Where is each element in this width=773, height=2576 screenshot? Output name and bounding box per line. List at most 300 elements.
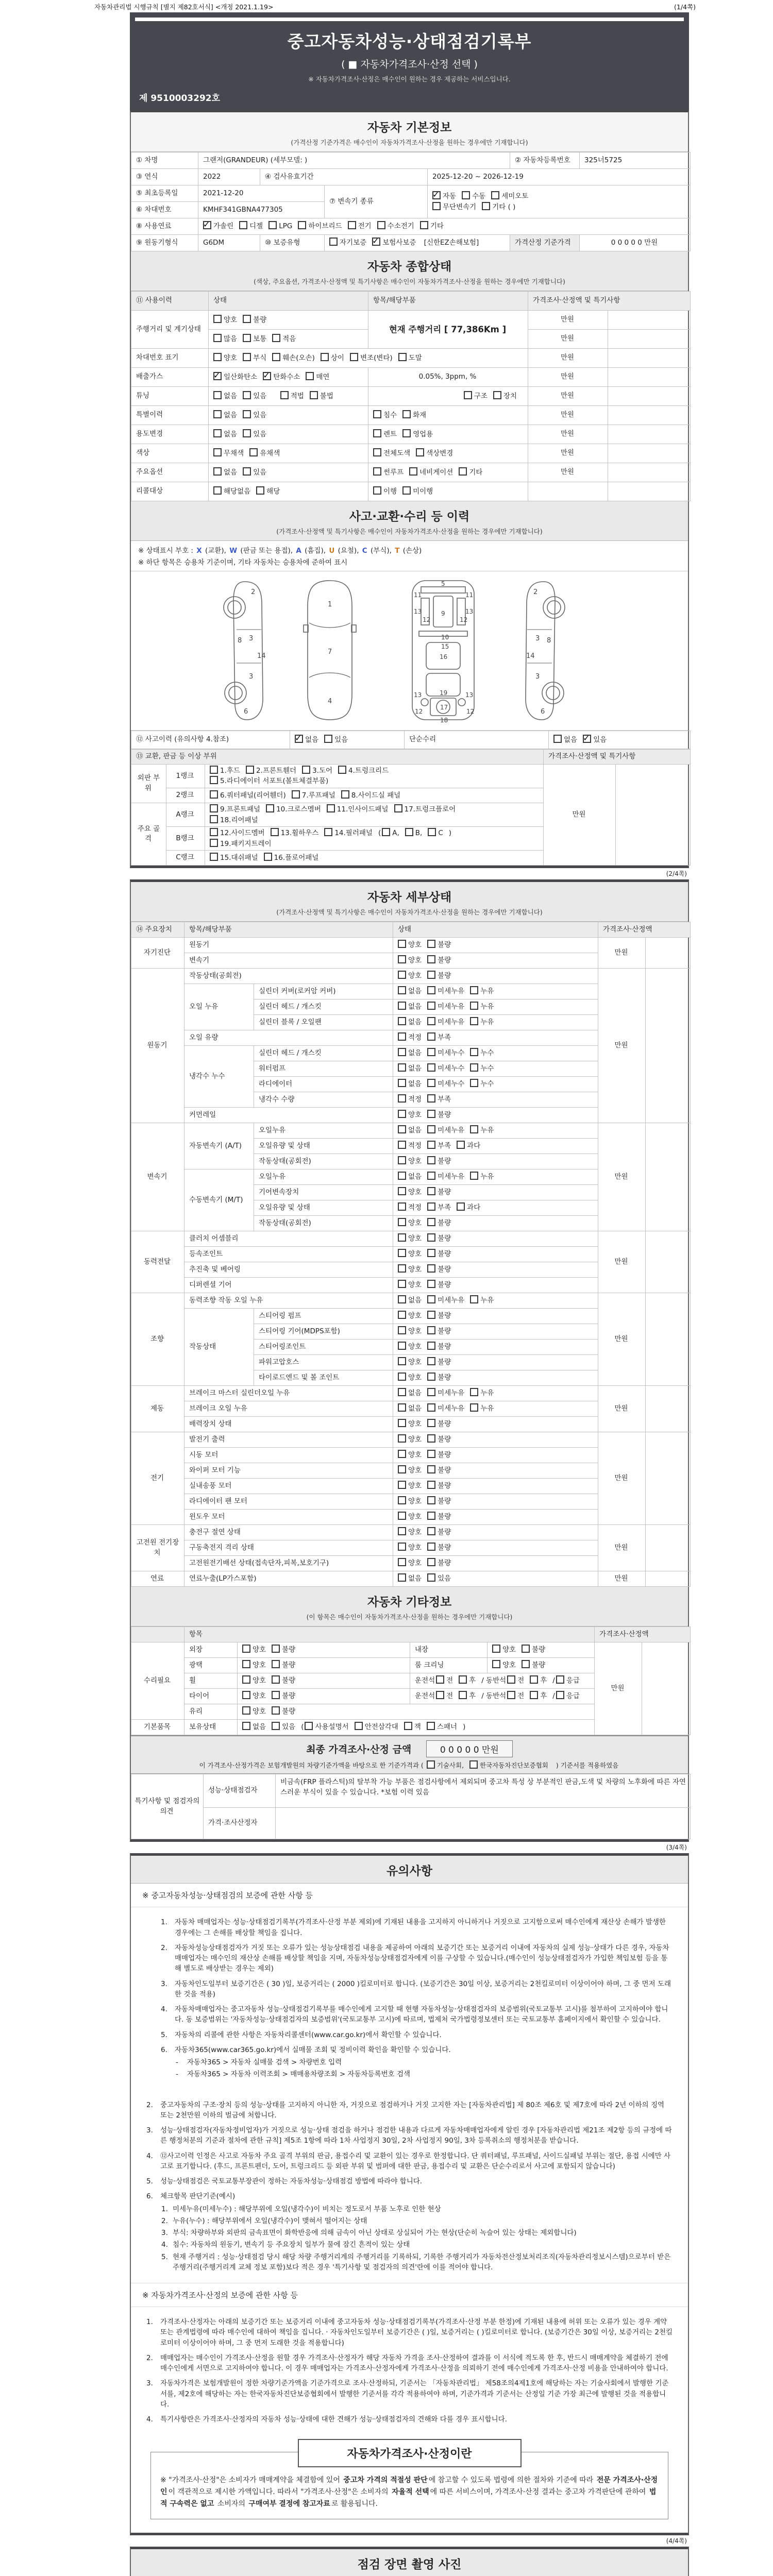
checkbox-icon — [203, 221, 211, 229]
form-cell: 12.사이드멤버 13.휠하우스 14.필러패널 ( A, B, C ) 19.패키지트레이 — [205, 827, 544, 851]
checkbox-icon — [302, 766, 310, 774]
checkbox-icon — [272, 1722, 280, 1730]
form-cell: ④ 검사유효기간 — [260, 169, 428, 185]
page-top-note — [0, 0, 773, 12]
checkbox-icon — [272, 334, 280, 342]
form-cell: 클러치 어셈블리 — [184, 1231, 393, 1247]
checkbox-icon — [507, 1691, 515, 1699]
overall-state-note: (색상, 주요옵션, 가격조사·산정액 및 특기사항은 매수인이 자동차가격조사·산정을 원하는 경우에만 기재합니다) — [254, 278, 565, 285]
form-cell: 실린더 헤드 / 개스킷 — [254, 999, 393, 1015]
form-cell: 1.후드 2.프론트휀더 3.도어 4.트렁크리드 5.라디에이터 서포트(볼트체결부품) — [205, 764, 544, 788]
form-cell: 만원 — [598, 1525, 646, 1571]
svg-text:2: 2 — [533, 588, 537, 596]
final-price-label: 최종 가격조사·산정 금액 — [306, 1744, 412, 1756]
form-cell — [642, 1642, 691, 1735]
checkbox-icon — [470, 986, 478, 994]
checkbox-icon — [398, 1187, 406, 1195]
form-cell: 워터펌프 — [254, 1061, 393, 1077]
form-cell: 스티어링조인트 — [254, 1340, 393, 1355]
notice-item: 1. 가격조사·산정자는 아래의 보증기간 또는 보증거리 이내에 중고자동차 성능·상태점검기록부(가격조사·산정 부분 한정)에 기재된 내용에 허위 또는 오류가 있는 경우 계약 또는 관계법령에 따라 매수인에 대하여 책임을 집니다. · 자동차인도일부터 보증기간은 ( )일, 보증거리는 ( )킬로미터로 합니다. (보증기간은 30일 이상, 보증거리는 2천킬로미터 이상이어야 하며, 그 중 먼저 도래한 것을 적용합니다) — [146, 2318, 673, 2347]
accident-summary-row — [131, 731, 688, 749]
checkbox-icon — [242, 1706, 250, 1715]
checkbox-icon — [428, 828, 436, 836]
checkbox-icon — [427, 1125, 435, 1133]
checkbox-icon — [427, 1295, 435, 1303]
checkbox-icon — [416, 448, 424, 456]
checkbox-icon — [321, 353, 329, 361]
form-cell: ⑩ 보증유형 — [260, 235, 325, 251]
checkbox-icon — [470, 1295, 478, 1303]
checkbox-icon — [305, 1722, 313, 1730]
checkbox-icon — [427, 1512, 435, 1520]
checkbox-icon — [348, 221, 356, 229]
checkbox-icon — [243, 391, 251, 399]
basic-info-note: (가격산정 기준가격은 매수인이 자동차가격조사·산정을 원하는 경우에만 기재합니다) — [291, 139, 528, 146]
checkbox-icon — [427, 1218, 435, 1226]
checkbox-icon — [482, 202, 490, 210]
form-cell: 2021-12-20 — [198, 185, 325, 202]
svg-text:3: 3 — [535, 672, 540, 681]
checkbox-icon — [553, 735, 562, 743]
form-cell: 추진축 및 베어링 — [184, 1262, 393, 1278]
checkbox-icon — [398, 1481, 406, 1489]
checkbox-icon — [556, 1675, 564, 1684]
checkbox-icon — [470, 1172, 478, 1180]
form-cell: 없음 미세누유 누유 — [393, 984, 598, 999]
form-cell: 연료 — [131, 1571, 184, 1587]
checkbox-icon — [242, 1645, 250, 1653]
form-cell: 만원 — [528, 463, 608, 482]
form-cell: 만원 — [528, 368, 608, 387]
form-cell: 라디에이터 — [254, 1077, 393, 1092]
form-cell — [608, 387, 691, 406]
svg-text:8: 8 — [237, 636, 242, 645]
form-cell: B랭크 — [166, 827, 205, 851]
page1-box — [130, 110, 689, 868]
checkbox-icon — [427, 1543, 435, 1551]
checkbox-icon — [398, 1465, 406, 1473]
checkbox-icon — [404, 1722, 412, 1730]
form-cell — [608, 482, 691, 501]
checkbox-icon — [427, 1388, 435, 1396]
checkbox-icon — [398, 1141, 406, 1149]
form-cell: 없음 미세누유 누유 — [393, 1293, 598, 1309]
form-cell: 양호 불량 — [393, 969, 598, 984]
notice-item: 6. 자동차365(www.car365.go.kr)에서 실매물 조회 및 정비이력 확인을 확인할 수 있습니다. - 자동차365 > 자동차 실매물 검색 > 차량번호 입력 - 자동차365 > 자동차 이력조회 > 매매용차량조회 > 자동차등록번호 검색 — [161, 2045, 451, 2079]
form-cell: 없음 미세누유 누유 — [393, 1123, 598, 1139]
form-cell: 자기진단 — [131, 938, 184, 969]
checkbox-icon — [398, 1434, 406, 1443]
checkbox-icon — [470, 1388, 478, 1396]
checkbox-icon — [470, 1079, 478, 1087]
svg-text:3: 3 — [248, 672, 253, 681]
form-cell: 오일 누유 — [184, 984, 254, 1030]
svg-text:12: 12 — [459, 616, 467, 623]
checkbox-icon — [377, 221, 385, 229]
checkbox-icon — [242, 1691, 250, 1699]
svg-text:16: 16 — [439, 653, 447, 660]
form-cell — [646, 1525, 691, 1571]
form-cell: ⑥ 차대번호 — [131, 202, 198, 218]
form-cell: 원동기 — [131, 969, 184, 1123]
checkbox-icon — [398, 1558, 406, 1566]
checkbox-icon — [398, 1512, 406, 1520]
checkbox-icon — [272, 1675, 280, 1684]
checkbox-icon — [405, 828, 413, 836]
svg-text:8: 8 — [546, 636, 551, 645]
checkbox-icon — [398, 1264, 406, 1273]
final-price-note: 이 가격조사·산정가격은 보험개발원의 차량기준가액을 바탕으로 한 기준가격과 ( 기술사회, 한국자동차진단보증협회 ) 기준서를 적용하였음 — [199, 1761, 619, 1770]
form-cell: 없음 미세누유 누유 — [393, 999, 598, 1015]
form-cell: 양호 불량 — [393, 953, 598, 969]
svg-text:6: 6 — [243, 707, 248, 716]
checkbox-icon — [470, 1403, 478, 1412]
checkbox-icon — [210, 766, 218, 774]
checkbox-icon — [427, 1172, 435, 1180]
svg-text:13: 13 — [465, 607, 473, 615]
checkbox-icon — [355, 1722, 363, 1730]
form-cell: 타이어 — [184, 1689, 238, 1704]
checkbox-icon — [398, 1372, 406, 1381]
checkbox-icon — [306, 372, 314, 380]
form-cell: 동력조향 작동 오일 누유 — [184, 1293, 393, 1309]
document-header — [130, 12, 689, 110]
form-cell: 고전원 전기장치 — [131, 1525, 184, 1571]
svg-text:6: 6 — [540, 707, 545, 716]
form-cell: 내장 — [410, 1642, 488, 1658]
checkbox-icon — [398, 1017, 406, 1025]
checkbox-icon — [398, 955, 406, 963]
form-cell: 특기사항 및 점검자의 의견 — [131, 1774, 204, 1839]
form-cell: 운전석 전 후 / 동반석 전 후 / 응급 — [410, 1673, 595, 1689]
accident-history-band — [131, 501, 688, 541]
basic-info-title: 자동차 기본정보 — [367, 121, 452, 134]
form-cell: 양호 불량 — [393, 1479, 598, 1494]
checkbox-icon — [470, 1017, 478, 1025]
notice-item: 3. 자동차가격은 보험개발원이 정한 차량기준가액을 기준가격으로 조사·산정하되, 기준서는 「자동차관리법」 제58조의4제1호에 해당하는 자는 기술사회에서 발행한 기준서를, 제2호에 해당하는 자는 한국자동차진단보증협회에서 발행한 기준서를 각각 적용하여야 하며, 기준가격과 기준서는 산정일 기준 가장 최근에 발행된 것을 적용합니다. — [146, 2379, 669, 2409]
form-cell: 양호 불량 — [393, 1324, 598, 1340]
notice-item: 4. ⑫사고이력 인정은 사고로 자동차 주요 골격 부위의 판금, 용접수리 및 교환이 있는 경우로 한정합니다. 단 쿼터패널, 루프패널, 사이드실패널 부위는 절단, 용접 시에만 사고로 표기합니다. (후드, 프론트펜더, 도어, 트렁크리드 등 외판 부위 및 범퍼에 대한 판금, 용접수리 및 교환은 단순수리로서 사고에 포함되지 않습니다) — [146, 2151, 671, 2171]
notice-item: 6. 체크항목 판단기준(예시) 1. 미세누유(미세누수) : 해당부위에 오일(냉각수)이 비치는 정도로서 부품 노후로 인한 현상 2. 누유(누수) : 해당부위에서 오일(냉각수)이 맺혀서 떨어지는 상태 3. 부식: 차량하부와 외판의 금속표면이 화학반응에 의해 금속이 아닌 상태로 상실되어 가는 현상(단순히 녹슬어 있는 상태는 제외합니다) 4. 침수: 자동차의 원동기, 변속기 등 주요장치 일부가 물에 잠긴 흔적이 있는 상태 5. 현재 주행거리 : 성능·상태점검 당시 해당 차량 주행거리계의 주행거리를 기록하되, 기록한 주행거리가 자동차전산정보처리조직(자동차관리정보시스템)으로부터 받은 주행거리(주행거리계 교체 정보 포함)보다 적은 경우 '특기사항 및 점검자의 의견'란에 이를 적어야 합니다. — [146, 2192, 671, 2272]
checkbox-icon — [459, 1675, 467, 1684]
form-cell: 양호 불량 — [238, 1689, 410, 1704]
checkbox-icon — [427, 1202, 435, 1211]
form-cell: 작동상태 — [184, 1309, 254, 1386]
checkbox-icon — [470, 1048, 478, 1056]
checkbox-icon — [373, 486, 381, 495]
form-cell: 원동기 — [184, 938, 393, 953]
form-cell: 양호 불량 — [238, 1673, 410, 1689]
form-cell: 자기보증 ✓ 보험사보증 [신한EZ손해보험] — [325, 235, 510, 251]
checkbox-icon — [210, 828, 218, 836]
checkbox-icon — [372, 238, 380, 246]
form-cell: 적정 부족 과다 — [393, 1139, 598, 1154]
form-cell: 양호 불량 — [393, 1370, 598, 1386]
checkbox-icon — [272, 353, 280, 361]
form-cell: 실린더 헤드 / 개스킷 — [254, 1046, 393, 1061]
svg-text:3: 3 — [248, 634, 253, 642]
form-cell: 수리필요 — [131, 1642, 184, 1720]
form-cell: 적정 부족 — [393, 1030, 598, 1046]
form-cell: 없음 있음 적법 불법 — [209, 387, 368, 406]
form-cell: 양호 부식 훼손(오손) 상이 변조(변타) 도말 — [209, 349, 528, 368]
form-cell: 양호 불량 — [393, 1432, 598, 1448]
document-number: 제 9510003292호 — [139, 93, 221, 104]
checkbox-icon — [402, 429, 411, 437]
form-cell: 양호 불량 — [393, 1262, 598, 1278]
checkbox-icon — [398, 1357, 406, 1365]
checkbox-icon — [427, 1141, 435, 1149]
svg-text:17: 17 — [440, 703, 448, 711]
form-cell: 없음 미세누수 누수 — [393, 1046, 598, 1061]
notices-subheader-1: ※ 중고자동차성능·상태점검의 보증에 관한 사항 등 — [131, 1884, 688, 1907]
notice-item: 4. 특기사항란은 가격조사·산정자의 자동차 성능·상태에 대한 견해가 성능·상태점검자의 견해와 다를 경우 표시합니다. — [146, 2415, 508, 2424]
form-cell: 브레이크 마스터 실린더오일 누유 — [184, 1386, 393, 1401]
form-cell: 구동축전지 격리 상태 — [184, 1540, 393, 1556]
checkbox-icon — [324, 828, 332, 836]
form-cell: KMHF341GBNA477305 — [198, 202, 325, 218]
form-cell: 커먼레일 — [184, 1108, 393, 1123]
form-cell: ✓자동 수동 세미오토 무단변속기 기타 ( ) — [428, 185, 691, 218]
checkbox-icon — [522, 1645, 530, 1653]
detail-state-table — [131, 922, 688, 1587]
notice-item: 3. 성능·상태점검자(자동차정비업자)가 거짓으로 성능·상태 점검을 하거나 점검한 내용과 다르게 자동차매매업자에게 알린 경우 [자동차관리법 제21조 제2항 등의 규정에 따른 행정처분의 기준과 절차에 관한 규칙] 제5조 1항에 따라 1차 사업정지 30일, 2차 사업정지 90일, 3차 등록취소의 행정처분을 받습니다. — [146, 2126, 672, 2145]
form-cell: 배력장치 상태 — [184, 1417, 393, 1432]
form-cell — [646, 1293, 691, 1386]
checkbox-icon — [256, 486, 264, 495]
form-cell: 냉각수 수량 — [254, 1092, 393, 1108]
form-cell: 디퍼렌셜 기어 — [184, 1278, 393, 1293]
checkbox-icon — [382, 828, 390, 836]
svg-text:2: 2 — [250, 588, 255, 596]
form-cell: 비금속(FRP 플라스틱)의 탈부착 가능 부품은 점검사항에서 제외되며 중고차 특성 상 부분적인 판금,도색 및 차량의 노후화에 따른 자연스러운 부식이 있을 수 있습니다. *보험 이력 있음 — [276, 1774, 691, 1808]
checkbox-icon — [427, 1311, 435, 1319]
form-cell: 침수 화재 — [368, 406, 528, 425]
checkbox-icon — [398, 1527, 406, 1535]
checkbox-icon — [398, 1342, 406, 1350]
checkbox-icon — [427, 1233, 435, 1242]
form-cell: 오일유량 및 상태 — [254, 1200, 393, 1216]
other-info-table — [131, 1626, 688, 1735]
checkbox-icon — [338, 766, 346, 774]
checkbox-icon — [427, 1280, 435, 1288]
checkbox-icon — [210, 815, 218, 823]
checkbox-icon — [464, 391, 472, 399]
form-cell — [608, 425, 691, 444]
form-cell: 실내송풍 모터 — [184, 1479, 393, 1494]
checkbox-icon — [492, 1660, 500, 1668]
checkbox-icon — [427, 971, 435, 979]
form-cell: 만원 — [528, 349, 608, 368]
checkbox-icon — [398, 1388, 406, 1396]
law-note: 자동차관리법 시행규칙 [별지 제82호서식] <개정 2021.1.19> — [94, 3, 274, 11]
form-cell: ⑤ 최초등록일 — [131, 185, 198, 202]
form-cell: 325너5725 — [580, 152, 691, 169]
checkbox-icon — [398, 1094, 406, 1103]
form-cell: ✓ 일산화탄소 ✓ 탄화수소 매연 — [209, 368, 368, 387]
checkbox-icon — [427, 1063, 435, 1072]
form-cell — [608, 368, 691, 387]
checkbox-icon — [492, 1645, 500, 1653]
checkbox-icon — [398, 1079, 406, 1087]
form-cell: 제동 — [131, 1386, 184, 1432]
checkbox-icon — [398, 1002, 406, 1010]
form-cell: 오일 유량 — [184, 1030, 393, 1046]
form-cell: 만원 — [598, 938, 646, 969]
form-cell: 스티어링 기어(MDPS포함) — [254, 1324, 393, 1340]
checkbox-icon — [427, 1326, 435, 1334]
form-cell: ⑧ 사용연료 — [131, 218, 198, 235]
form-cell: ⑬ 교환, 판금 등 이상 부위 — [131, 749, 544, 764]
checkbox-icon — [243, 315, 251, 323]
checkbox-icon — [268, 221, 277, 229]
checkbox-icon — [427, 955, 435, 963]
form-cell: ① 차명 — [131, 152, 198, 169]
checkbox-icon — [432, 191, 441, 199]
document-title: 중고자동차성능·상태점검기록부 — [287, 31, 532, 52]
form-cell: 없음 미세누유 누유 — [393, 1401, 598, 1417]
form-cell — [131, 1627, 184, 1642]
form-cell: 양호 불량 — [393, 1309, 598, 1324]
overall-state-band — [131, 251, 688, 291]
checkbox-icon — [213, 448, 222, 456]
checkbox-icon — [398, 353, 407, 361]
svg-text:18: 18 — [440, 716, 448, 724]
checkbox-icon — [427, 1481, 435, 1489]
checkbox-icon — [427, 1527, 435, 1535]
form-cell — [646, 1231, 691, 1293]
form-cell: 만원 — [598, 1386, 646, 1432]
notices-title: 유의사항 — [386, 1865, 432, 1878]
checkbox-icon — [242, 1660, 250, 1668]
checkbox-icon — [398, 1110, 406, 1118]
form-cell: 없음 미세누유 누유 — [393, 1386, 598, 1401]
checkbox-icon — [398, 1156, 406, 1164]
checkbox-icon — [398, 1125, 406, 1133]
form-cell: 많음 보통 적음 — [209, 330, 368, 349]
form-cell: G6DM — [198, 235, 260, 251]
svg-text:9: 9 — [441, 609, 445, 617]
checkbox-icon — [246, 766, 254, 774]
form-cell: 충전구 절연 상태 — [184, 1525, 393, 1540]
price-definition-box — [150, 2448, 668, 2519]
checkbox-icon — [427, 1573, 435, 1582]
form-cell: 기본품목 — [131, 1720, 184, 1735]
final-price-amount: 0 0 0 0 0 만원 — [426, 1740, 513, 1757]
form-cell: ③ 연식 — [131, 169, 198, 185]
form-cell: 렌트 영업용 — [368, 425, 528, 444]
checkbox-icon — [292, 790, 300, 799]
form-cell: 양호 불량 — [393, 1340, 598, 1355]
checkbox-icon — [213, 410, 222, 418]
svg-text:5: 5 — [441, 580, 445, 587]
checkbox-icon — [242, 1722, 250, 1730]
checkbox-icon — [210, 839, 218, 847]
checkbox-icon — [427, 1264, 435, 1273]
form-cell: 만원 — [528, 444, 608, 463]
checkbox-icon — [310, 391, 318, 399]
page-marker-2: (2/4쪽) — [666, 870, 687, 878]
checkbox-icon — [427, 1017, 435, 1025]
photos-band — [131, 2549, 688, 2576]
checkbox-icon — [522, 1660, 530, 1668]
form-cell: 연료누출(LP가스포함) — [184, 1571, 393, 1587]
photos-title: 점검 장면 촬영 사진 — [357, 2557, 462, 2571]
form-cell: 배출가스 — [131, 368, 209, 387]
notices-list-c — [131, 2307, 688, 2433]
form-cell: 룸 크리닝 — [410, 1658, 488, 1673]
form-cell: 오일누유 — [254, 1123, 393, 1139]
form-cell: 양호 불량 — [238, 1658, 410, 1673]
form-cell: 만원 — [598, 1231, 646, 1293]
checkbox-icon — [427, 1403, 435, 1412]
form-cell: 양호 불량 — [393, 1494, 598, 1510]
symbol-legend-note: ※ 하단 항목은 승용차 기준이며, 기타 자동차는 승용차에 준하여 표시 — [138, 558, 348, 567]
form-cell: 15.대쉬패널 16.플로어패널 — [205, 851, 544, 866]
checkbox-icon — [272, 1645, 280, 1653]
car-diagram-image — [214, 575, 606, 725]
checkbox-icon — [213, 315, 222, 323]
checkbox-icon — [243, 334, 251, 342]
form-cell: 양호 불량 — [393, 1355, 598, 1370]
checkbox-icon — [459, 467, 467, 476]
notice-item: 4. 자동차매매업자는 중고자동차 성능·상태점검기록부를 매수인에게 고지할 때 현행 자동차성능·상태점검자의 보증범위(국토교통부 고시)를 첨부하여 고지하여야 합니다. 동 보증범위는 '자동차성능·상태점검자의 보증범위'(국토교통부 고시)에 따르며, 법제처 국가법령정보센터 또는 국토교통부 홈페이지에서 확인할 수 있습니다. — [161, 2005, 668, 2024]
form-cell: 그랜저(GRANDEUR) (세부모델: ) — [198, 152, 510, 169]
panel-rank-table — [131, 749, 688, 866]
form-cell: 양호 불량 — [393, 1417, 598, 1432]
checkbox-icon — [427, 1760, 435, 1769]
svg-text:12: 12 — [414, 707, 423, 715]
form-cell: ② 자동차등록번호 — [510, 152, 580, 169]
checkbox-icon — [295, 735, 303, 743]
form-cell: 상태 — [393, 922, 598, 938]
form-cell: ✓ 없음 있음 — [290, 731, 405, 749]
checkbox-icon — [427, 1372, 435, 1381]
form-cell: 양호 불량 — [393, 1556, 598, 1571]
checkbox-icon — [398, 1403, 406, 1412]
checkbox-icon — [427, 1419, 435, 1427]
photos-box — [130, 2547, 689, 2576]
form-cell — [646, 1386, 691, 1432]
checkbox-icon — [398, 1063, 406, 1072]
svg-text:13: 13 — [413, 691, 422, 699]
form-cell: 오일누유 — [254, 1170, 393, 1185]
checkbox-icon — [427, 1156, 435, 1164]
page-marker-3: (3/4쪽) — [666, 1844, 687, 1852]
form-cell: 광택 — [184, 1658, 238, 1673]
form-cell: 작동상태(공회전) — [184, 969, 393, 984]
notices-band — [131, 1856, 688, 1884]
checkbox-icon — [427, 940, 435, 948]
notices-list-a — [131, 1907, 688, 2090]
form-cell: 없음 미세누유 누유 — [393, 1015, 598, 1030]
checkbox-icon — [409, 467, 417, 476]
form-cell — [276, 1808, 691, 1839]
checkbox-icon — [398, 1496, 406, 1504]
form-cell: 만원 — [598, 1293, 646, 1386]
checkbox-icon — [470, 1125, 478, 1133]
checkbox-icon — [213, 467, 222, 476]
svg-text:10: 10 — [441, 633, 449, 641]
checkbox-icon — [210, 776, 218, 784]
header-stripe — [135, 18, 684, 21]
form-cell: 없음 미세누수 누수 — [393, 1061, 598, 1077]
form-cell — [528, 482, 608, 501]
form-cell: 6.쿼터패널(리어휀더) 7.루프패널 8.사이드실 패널 — [205, 788, 544, 803]
checkbox-icon — [213, 353, 222, 361]
checkbox-icon — [213, 486, 222, 495]
form-cell: 양호 불량 — [393, 1108, 598, 1123]
